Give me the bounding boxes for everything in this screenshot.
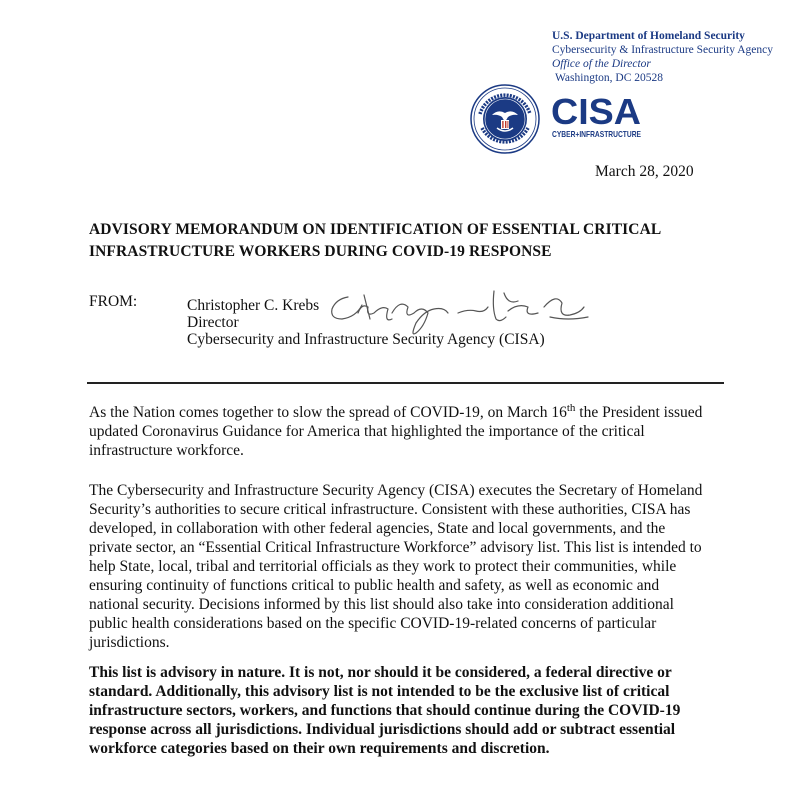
from-label: FROM:	[89, 293, 138, 310]
paragraph-cisa-authorities: The Cybersecurity and Infrastructure Security Agency (CISA) executes the Secretary of Homeland Security’s authorities to secure critical infrastructure. Consistent with these authorities, CISA has developed, in collaboration with other federal agencies, State and local governments, and the private sector, an “Essential Critical Infrastructure Workforce” advisory list. This list is intended to help State, local, tribal and territorial officials as they work to protect their communities, while ensuring continuity of functions critical to public health and safety, as well as economic and national security. Decisions informed by this list should also take into consideration additional public health considerations based on the specific COVID-19-related concerns of particular jurisdictions.	[89, 482, 703, 651]
handwritten-signature-icon	[318, 283, 608, 337]
memo-title-line-2: INFRASTRUCTURE WORKERS DURING COVID-19 RESPONSE	[89, 243, 552, 260]
memo-title	[89, 219, 661, 263]
letterhead-address: Washington, DC 20528	[555, 72, 664, 84]
p1-text-start: As the Nation comes together to slow the spread of COVID-19, on March 16	[89, 404, 567, 421]
p1-ordinal-suffix: th	[566, 402, 576, 414]
cisa-logo-icon	[551, 91, 651, 141]
p1-text-end: the President issued updated Coronavirus Guidance for America that highlighted the importance of the critical infrastructure workforce.	[89, 404, 703, 459]
dhs-seal-icon	[470, 84, 540, 154]
paragraph-advisory-notice: This list is advisory in nature. It is not, nor should it be considered, a federal directive or standard. Additionally, this advisory list is not intended to be the exclusive list of critical infrastructure sectors, workers, and functions that should continue during the COVID-19 response across all jurisdictions. Individual jurisdictions should add or subtract essential workforce categories based on their own requirements and discretion.	[89, 664, 681, 757]
letterhead	[552, 29, 773, 85]
svg-text:CYBER+INFRASTRUCTURE: CYBER+INFRASTRUCTURE	[552, 129, 642, 139]
paragraph-guidance	[89, 403, 709, 460]
header-divider	[87, 382, 724, 384]
from-agency: Cybersecurity and Infrastructure Security Agency (CISA)	[187, 331, 545, 348]
from-position: Director	[187, 314, 239, 331]
memo-date: March 28, 2020	[595, 163, 694, 180]
svg-text:CISA: CISA	[551, 91, 641, 132]
memo-title-line-1: ADVISORY MEMORANDUM ON IDENTIFICATION OF ESSENTIAL CRITICAL	[89, 221, 662, 238]
letterhead-agency: Cybersecurity & Infrastructure Security Agency	[552, 44, 773, 56]
letterhead-office: Office of the Director	[552, 58, 651, 70]
from-name: Christopher C. Krebs	[187, 297, 320, 314]
letterhead-org: U.S. Department of Homeland Security	[552, 30, 745, 42]
